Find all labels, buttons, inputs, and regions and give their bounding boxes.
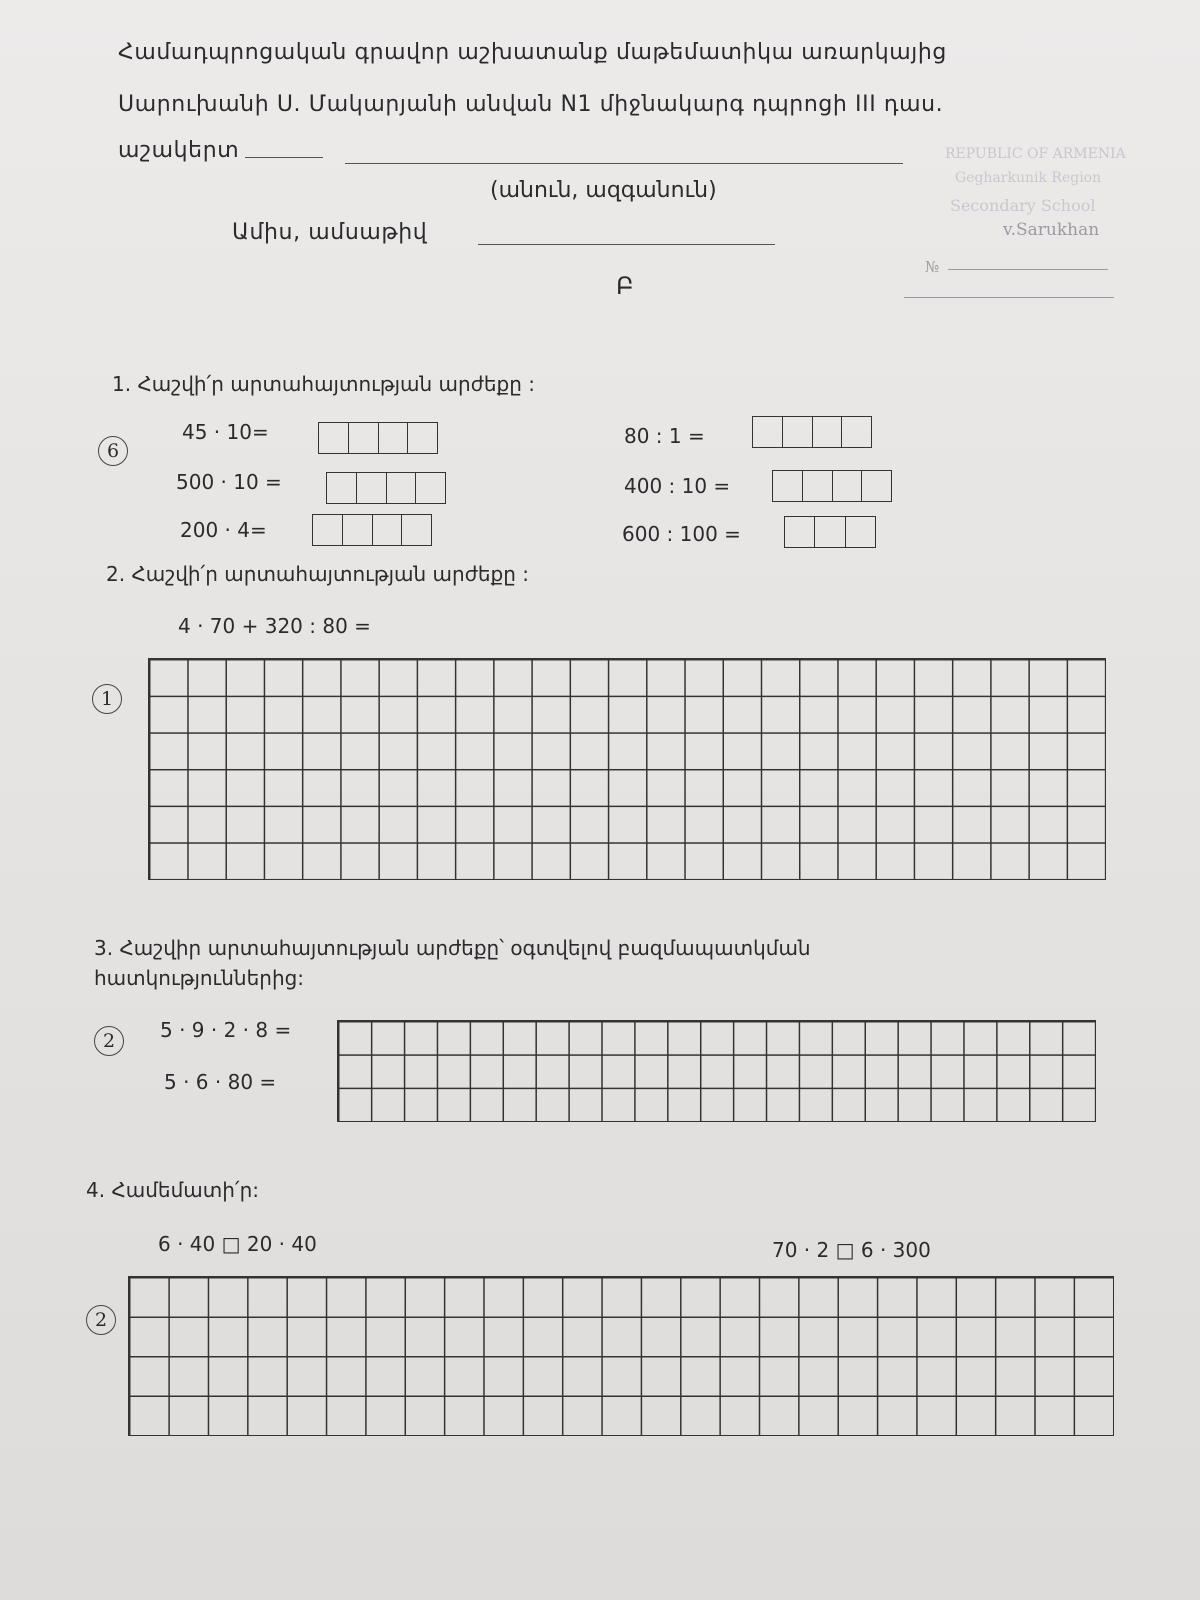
task3-answer-grid[interactable] — [337, 1020, 1096, 1122]
header-title: Համադպրոցական գրավոր աշխատանք մաթեմատիկա առարկայից — [118, 40, 947, 65]
student-short-line — [245, 157, 323, 158]
stamp-line-3: Secondary School — [950, 196, 1096, 215]
task2-title: 2. Հաշվի՛ր արտահայտության արժեքը : — [106, 562, 530, 586]
date-label: Ամիս, ամսաթիվ — [232, 220, 428, 245]
task2-expression: 4 · 70 + 320 : 80 = — [178, 614, 371, 638]
variant-letter: Բ — [616, 272, 635, 300]
task1-answer-left-1[interactable] — [318, 422, 438, 454]
header-school: Սարուխանի Ս. Մակարյանի անվան N1 միջնակարգ դպրոցի III դաս. — [118, 92, 944, 117]
name-hint: (անուն, ազգանուն) — [490, 178, 717, 203]
stamp-line-2: Gegharkunik Region — [955, 170, 1102, 186]
task1-answer-left-3[interactable] — [312, 514, 432, 546]
task4-score: 2 — [86, 1305, 116, 1335]
task1-expr-right-3: 600 : 100 = — [622, 522, 741, 546]
task3-title-line2: հատկություններից: — [94, 966, 305, 990]
task1-expr-right-1: 80 : 1 = — [624, 424, 705, 448]
task1-answer-right-1[interactable] — [752, 416, 872, 448]
number-mark: № — [925, 258, 940, 276]
task4-expr-2: 70 · 2 □ 6 · 300 — [772, 1238, 931, 1262]
stamp-date-line — [904, 297, 1114, 298]
task2-answer-grid[interactable] — [148, 658, 1106, 880]
student-name-field[interactable] — [345, 163, 903, 164]
stamp-line-1: REPUBLIC OF ARMENIA — [945, 146, 1126, 162]
task1-expr-right-2: 400 : 10 = — [624, 474, 731, 498]
task3-expr-2: 5 · 6 · 80 = — [164, 1070, 277, 1094]
task4-answer-grid[interactable] — [128, 1276, 1114, 1436]
task2-score: 1 — [92, 684, 122, 714]
stamp-line-4: v.Sarukhan — [1003, 220, 1100, 240]
task4-title: 4. Համեմատի՛ր: — [86, 1178, 259, 1202]
date-field[interactable] — [478, 244, 775, 245]
stamp-number-line — [948, 269, 1108, 270]
task3-title-line1: 3. Հաշվիր արտահայտության արժեքը՝ օգտվելով բազմապատկման — [94, 936, 811, 960]
task1-title: 1. Հաշվի՛ր արտահայտության արժեքը : — [112, 372, 536, 396]
task1-expr-left-2: 500 · 10 = — [176, 470, 282, 494]
task4-expr-1: 6 · 40 □ 20 · 40 — [158, 1232, 317, 1256]
task1-answer-right-2[interactable] — [772, 470, 892, 502]
task1-expr-left-1: 45 · 10= — [182, 420, 269, 444]
task1-score: 6 — [98, 436, 128, 466]
task3-expr-1: 5 · 9 · 2 · 8 = — [160, 1018, 292, 1042]
task1-answer-left-2[interactable] — [326, 472, 446, 504]
task1-answer-right-3[interactable] — [784, 516, 876, 548]
student-label: աշակերտ — [118, 138, 240, 163]
task3-score: 2 — [94, 1026, 124, 1056]
task1-expr-left-3: 200 · 4= — [180, 518, 267, 542]
